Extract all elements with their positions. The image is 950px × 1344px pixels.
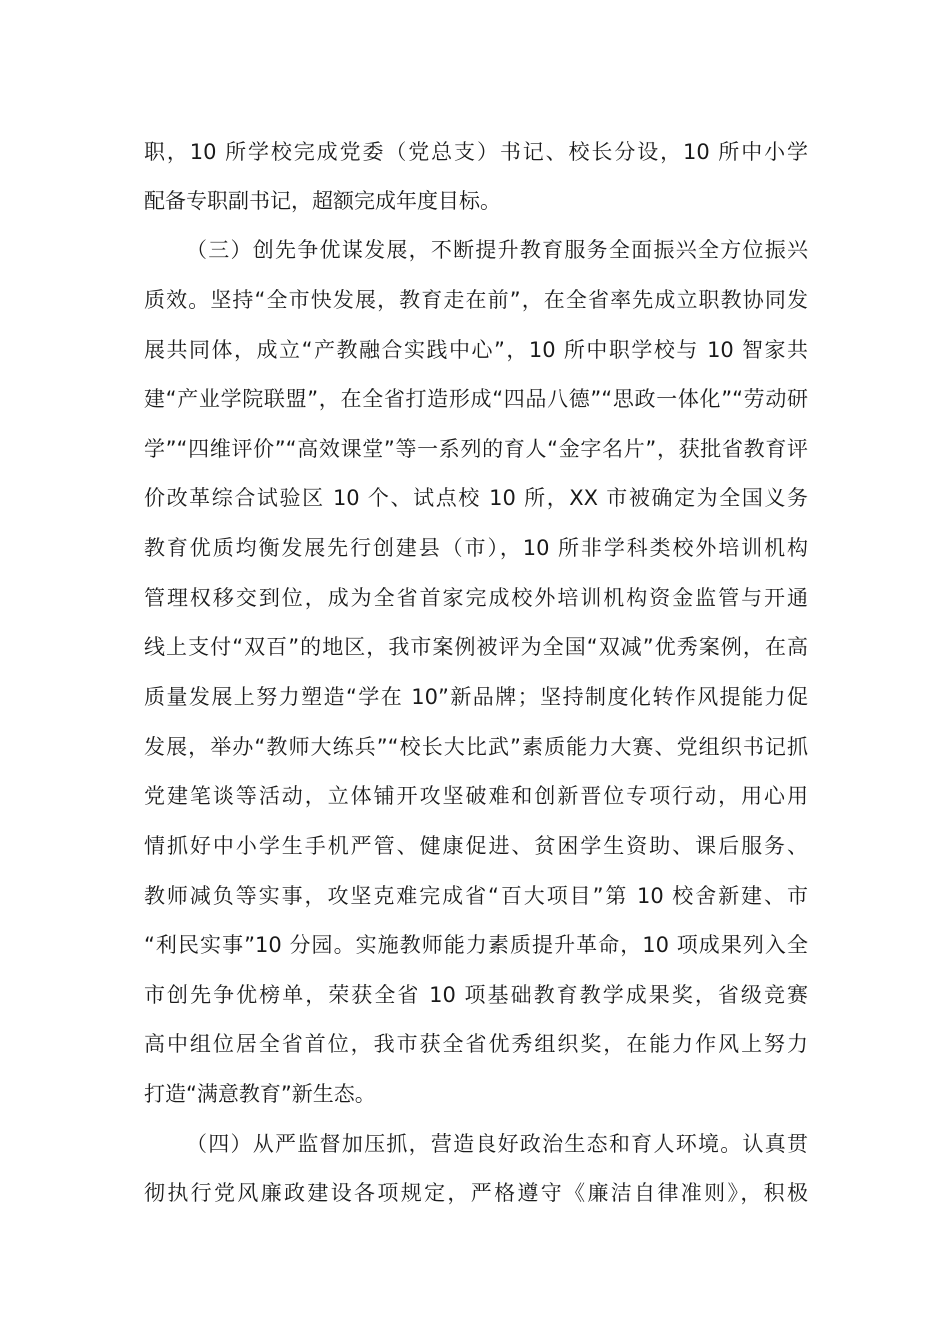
text-line: 彻执行党风廉政建设各项规定，严格遵守《廉洁自律准则》，积极 — [144, 1181, 808, 1205]
text-line: 质效。坚持“全市快发展，教育走在前”，在全省率先成立职教协同发 — [144, 288, 808, 312]
text-line: 展共同体，成立“产教融合实践中心”，10 所中职学校与 10 智家共 — [144, 338, 808, 362]
paragraph-heading-line: （三）创先争优谋发展，不断提升教育服务全面振兴全方位振兴 — [186, 238, 808, 262]
text-line: 职，10 所学校完成党委（党总支）书记、校长分设，10 所中小学 — [144, 140, 808, 164]
text-line: 教师减负等实事，攻坚克难完成省“百大项目”第 10 校舍新建、市 — [144, 884, 808, 908]
text-line: 管理权移交到位，成为全省首家完成校外培训机构资金监管与开通 — [144, 586, 808, 610]
text-line: 打造“满意教育”新生态。 — [144, 1082, 376, 1106]
text-line: 高中组位居全省首位，我市获全省优秀组织奖，在能力作风上努力 — [144, 1032, 808, 1056]
text-line: 价改革综合试验区 10 个、试点校 10 所，XX 市被确定为全国义务 — [144, 486, 808, 510]
text-line: 市创先争优榜单，荣获全省 10 项基础教育教学成果奖，省级竞赛 — [144, 983, 808, 1007]
text-line: 质量发展上努力塑造“学在 10”新品牌；坚持制度化转作风提能力促 — [144, 685, 808, 709]
text-line: 教育优质均衡发展先行创建县（市），10 所非学科类校外培训机构 — [144, 536, 808, 560]
text-line: 党建笔谈等活动，立体铺开攻坚破难和创新晋位专项行动，用心用 — [144, 784, 808, 808]
text-line: “利民实事”10 分园。实施教师能力素质提升革命，10 项成果列入全 — [144, 933, 808, 957]
text-line: 情抓好中小学生手机严管、健康促进、贫困学生资助、课后服务、 — [144, 834, 808, 858]
text-line: 建“产业学院联盟”，在全省打造形成“四品八德”“思政一体化”“劳动研 — [144, 387, 808, 411]
text-line: 发展，举办“教师大练兵”“校长大比武”素质能力大赛、党组织书记抓 — [144, 735, 808, 759]
paragraph-heading-line: （四）从严监督加压抓，营造良好政治生态和育人环境。认真贯 — [186, 1132, 808, 1156]
text-line: 配备专职副书记，超额完成年度目标。 — [144, 189, 501, 213]
text-line: 线上支付“双百”的地区，我市案例被评为全国“双减”优秀案例，在高 — [144, 635, 808, 659]
text-line: 学”“四维评价”“高效课堂”等一系列的育人“金字名片”，获批省教育评 — [144, 437, 808, 461]
